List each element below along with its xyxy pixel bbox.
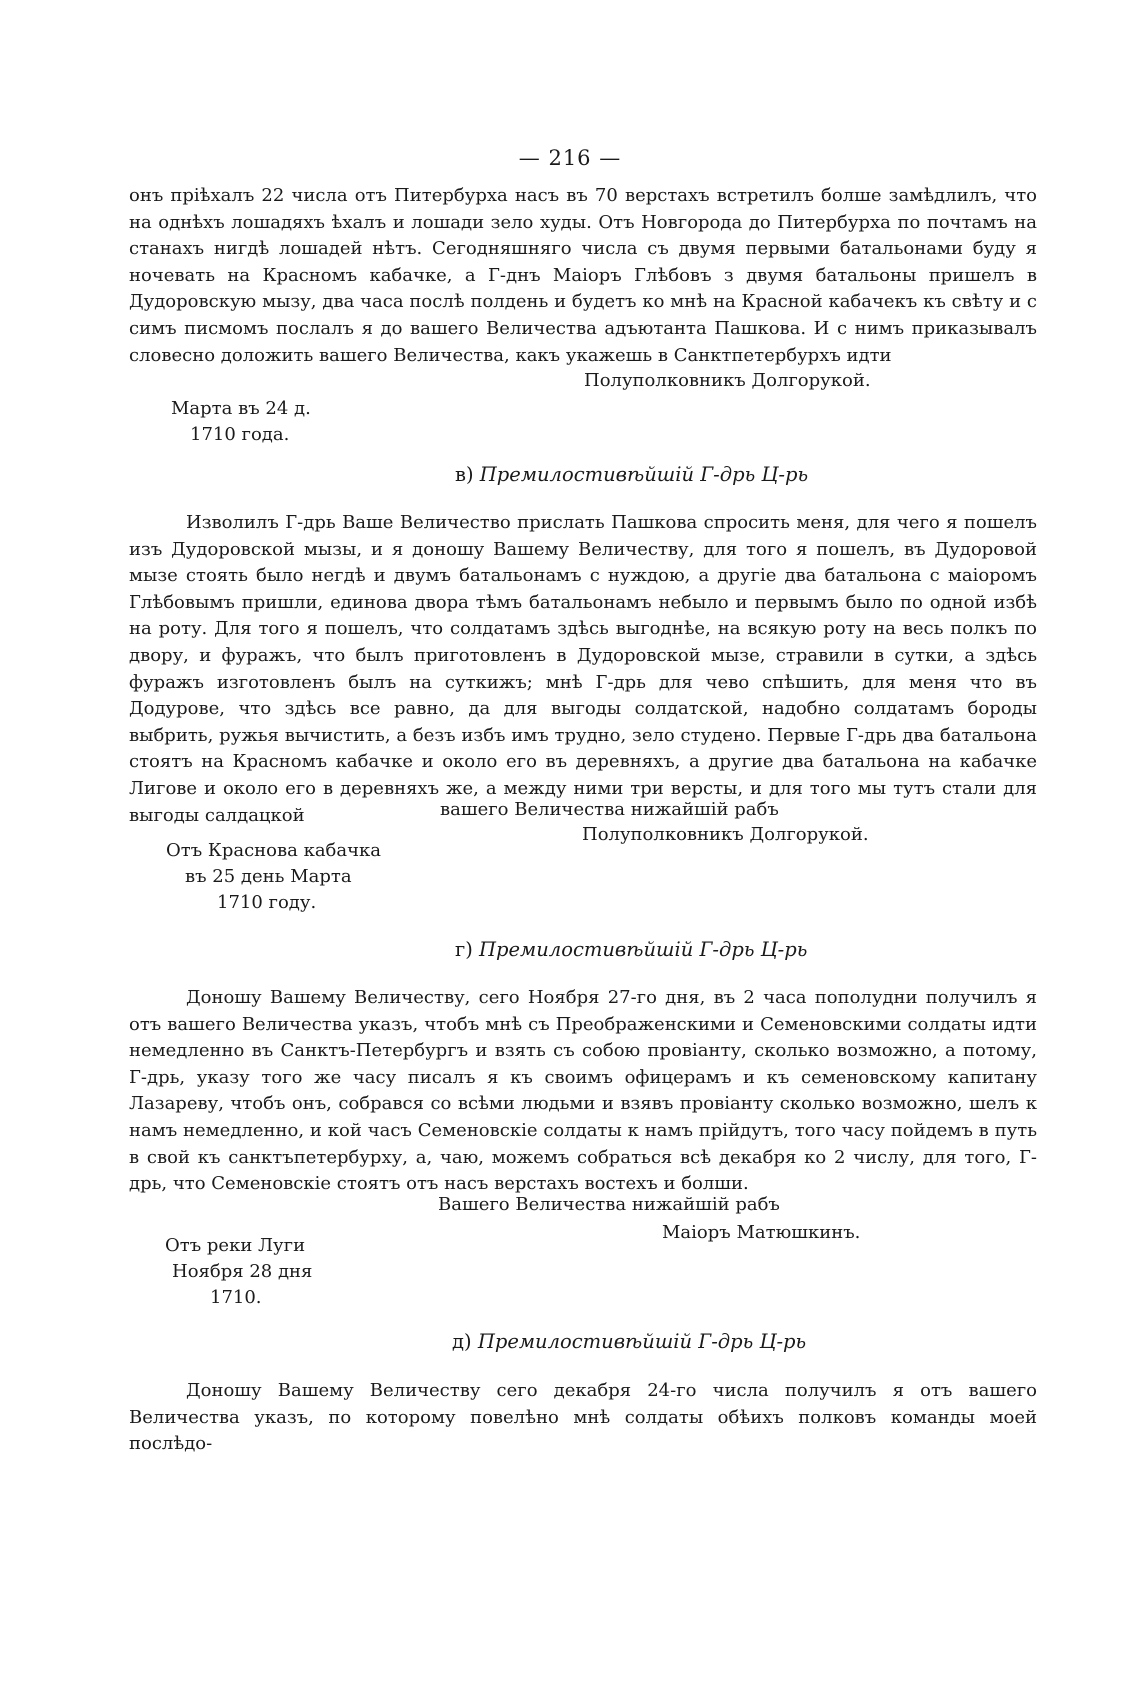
section-label: д) — [452, 1330, 472, 1353]
date-line: 1710. — [210, 1287, 262, 1308]
section-heading-g — [455, 938, 807, 961]
date-line: въ 25 день Марта — [185, 866, 352, 887]
date-line: 1710 году. — [217, 892, 317, 913]
date-line: Марта въ 24 д. — [171, 398, 311, 419]
signature-v: Полуполковникъ Долгорукой. — [582, 824, 869, 845]
section-heading-d — [452, 1330, 806, 1353]
signature-g: Маіоръ Матюшкинъ. — [662, 1222, 861, 1243]
letter-body-g: Доношу Вашему Величеству, сего Ноября 27-го дня, въ 2 часа пополудни получилъ я отъ вашего Величества указъ, чтобъ мнѣ съ Преображенскими и Семеновскими солдаты идти немедленно въ Санктъ-Петербургъ и взять съ собою провіанту, сколько возможно, а потому, Г-дрь, указу того же часу писалъ я къ своимъ офицерамъ и къ семеновскому капитану Лазареву, чтобъ онъ, собрався со всѣми людьми и взявъ провіанту сколько возможно, шелъ к намъ немедленно, и кой часъ Семеновскіе солдаты к намъ прійдутъ, того часу пойдемъ в путь в свой къ санктъпетербурху, а, чаю, можемъ собраться всѣ декабря ко 2 числу, для того, Г-дрь, что Семеновскіе стоятъ отъ насъ верстахъ востехъ и болши. — [129, 987, 1037, 1195]
section-title: Премилостивѣйшій Г-дрь Ц-рь — [479, 938, 808, 961]
letter-body-1: онъ пріѣхалъ 22 числа отъ Питербурха насъ въ 70 верстахъ встретилъ болше замѣдлилъ, что на однѣхъ лошадяхъ ѣхалъ и лошади зело худы. Отъ Новгорода до Питербурха по почтамъ на станахъ нигдѣ лошадей нѣтъ. Сегодняшняго числа съ двумя первыми батальонами буду я ночевать на Красномъ кабачке, а Г-днъ Маіоръ Глѣбовъ з двумя батальоны пришелъ в Дудоровскую мызу, два часа послѣ полдень и будетъ ко мнѣ на Красной кабачекъ къ свѣту и с симъ писмомъ послалъ я до вашего Величества адъютанта Пашкова. И с нимъ приказывалъ словесно доложить вашего Величества, какъ укажешь в Санктпетербурхъ идти — [129, 185, 1037, 366]
section-title: Премилостивѣйшій Г-дрь Ц-рь — [479, 463, 809, 486]
date-line: 1710 года. — [190, 424, 290, 445]
date-line: Ноября 28 дня — [172, 1261, 313, 1282]
section-label: в) — [455, 463, 474, 486]
signature-1: Полуполковникъ Долгорукой. — [584, 370, 871, 391]
closing-line: вашего Величества нижайшій рабъ — [440, 799, 779, 820]
section-title: Премилостивѣйшій Г-дрь Ц-рь — [477, 1330, 807, 1353]
date-line: Отъ Краснова кабачка — [166, 840, 382, 861]
date-line: Отъ реки Луги — [165, 1235, 306, 1256]
section-label: г) — [455, 938, 473, 961]
letter-body-v: Изволилъ Г-дрь Ваше Величество прислать Пашкова спросить меня, для чего я пошелъ изъ Дудоровской мызы, и я доношу Вашему Величеству, для того я пошелъ, въ Дудоровой мызе стоять было негдѣ и двумъ батальонамъ с нуждою, а другіе два батальона с маіоромъ Глѣбовымъ пришли, единова двора тѣмъ батальонамъ небыло и первымъ было по одной избѣ на роту. Для того я пошелъ, что солдатамъ здѣсь выгоднѣе, на всякую роту на весь полкъ по двору, и фуражъ, что былъ приготовленъ в Дудоровской мызе, стравили в сутки, а здѣсь фуражъ изготовленъ былъ на суткижъ; мнѣ Г-дрь для чево спѣшить, для меня что въ Додурове, что здѣсь все равно, да для выгоды солдатской, надобно солдатамъ бороды выбрить, ружья вычистить, а безъ избъ имъ трудно, зело студено. Первые Г-дрь два батальона стоятъ на Красномъ кабачке и около его въ деревняхъ, а другие два батальона на кабачке Лигове и около его в деревняхъ же, а между ними три версты, и для того мы тутъ стали для выгоды салдацкой — [129, 512, 1037, 826]
letter-body-d: Доношу Вашему Величеству сего декабря 24-го числа получилъ я отъ вашего Величества указъ, по которому повелѣно мнѣ солдаты обѣихъ полковъ команды моей послѣдо- — [129, 1380, 1037, 1455]
page-number: — 216 — — [518, 146, 622, 170]
closing-line: Вашего Величества нижайшій рабъ — [438, 1194, 780, 1215]
section-heading-v — [455, 463, 808, 486]
